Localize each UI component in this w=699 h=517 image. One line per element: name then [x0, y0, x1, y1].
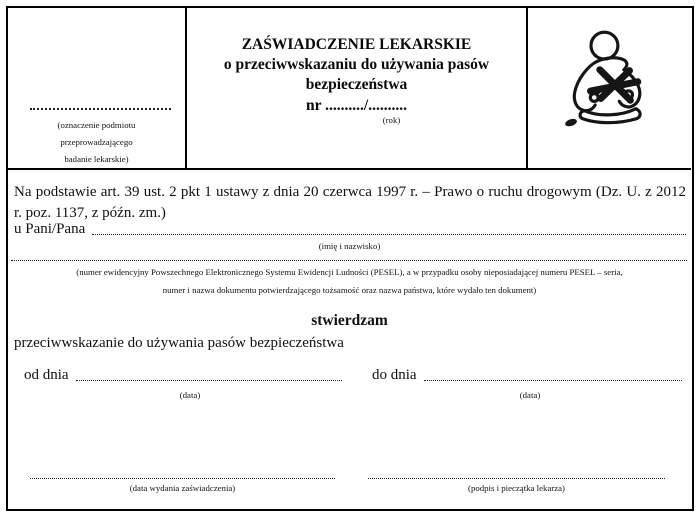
year-caption: (rok) [382, 115, 401, 125]
issue-date-caption: (data wydania zaświadczenia) [129, 483, 236, 493]
valid-from-fill-line [76, 379, 342, 381]
valid-from-row [24, 367, 342, 384]
issuer-caption-line3: badanie lekarskie) [64, 154, 129, 164]
issuer-fill-line [30, 108, 171, 110]
pesel-fill-line [11, 252, 687, 261]
pesel-caption-line2: numer i nazwa dokumentu potwierdzającego tożsamość oraz nazwa państwa, które wydało ten dokument) [162, 285, 537, 295]
issuer-caption-line2: przeprowadzającego [60, 137, 133, 147]
person-name-caption: (imię i nazwisko) [318, 241, 381, 251]
pesel-caption-line1: (numer ewidencyjny Powszechnego Elektronicznego Systemu Ewidencji Ludności (PESEL), a w przypadku osoby nieposiadającej numeru PESEL – seria, [76, 267, 623, 277]
issuer-box [8, 8, 187, 168]
document-title-line1: ZAŚWIADCZENIE LEKARSKIE [241, 36, 472, 53]
valid-to-fill-line [424, 379, 682, 381]
issuer-caption-line1: (oznaczenie podmiotu [57, 120, 136, 130]
document-title-line3: bezpieczeństwa [305, 76, 408, 93]
certificate-number-line: nr ........../.......... [306, 97, 407, 114]
document-title-line2: o przeciwwskazaniu do używania pasów [223, 56, 490, 73]
document-header [8, 8, 691, 170]
issue-date-fill-line [30, 470, 335, 479]
signature-caption: (podpis i pieczątka lekarza) [468, 483, 565, 493]
person-name-fill-line [92, 233, 686, 235]
no-seat-belt-icon [559, 26, 661, 137]
valid-to-row [372, 367, 682, 384]
signature-fill-line [368, 470, 665, 479]
valid-from-caption: (data) [179, 390, 201, 400]
legal-basis-text: Na podstawie art. 39 ust. 2 pkt 1 ustawy z dnia 20 czerwca 1997 r. – Prawo o ruchu drogowym (Dz. U. z 2012 r. poz. 1137, z późn. zm.) [14, 184, 686, 221]
statement-text: przeciwwskazanie do używania pasów bezpieczeństwa [14, 335, 344, 351]
person-name-row [14, 221, 686, 238]
title-box [187, 8, 528, 168]
valid-from-label: od dnia [24, 367, 69, 383]
valid-to-caption: (data) [519, 390, 541, 400]
statement-verb: stwierdzam [311, 312, 388, 329]
pictogram-box [528, 8, 691, 168]
person-label: u Pani/Pana [14, 221, 86, 237]
valid-to-label: do dnia [372, 367, 417, 383]
